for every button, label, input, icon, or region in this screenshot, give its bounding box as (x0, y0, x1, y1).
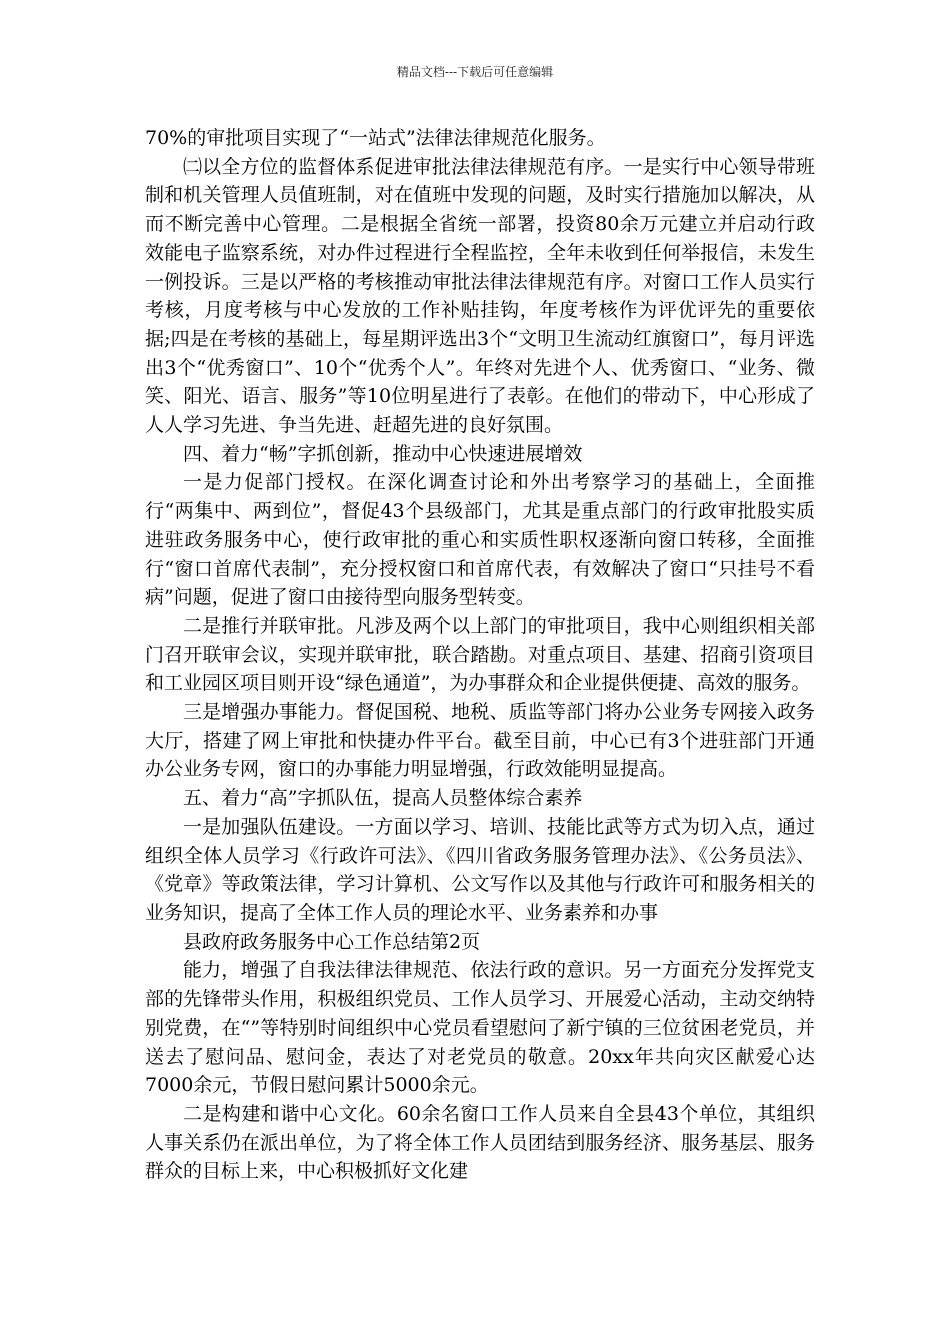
paragraph-capability: 三是增强办事能力。督促国税、地税、质监等部门将办公业务专网接入政务大厅，搭建了网上审批和快捷办件平台。截至目前，中心已有3个进驻部门开通办公业务专网，窗口的办事能力明显增强，行政效能明显提高。 (145, 701, 815, 781)
paragraph-team-building: 一是加强队伍建设。一方面以学习、培训、技能比武等方式为切入点，通过组织全体人员学习《行政许可法》、《四川省政务服务管理办法》、《公务员法》、《党章》等政策法律，学习计算机、公文写作以及其他与行政许可和服务相关的业务知识，提高了全体工作人员的理论水平、业务素养和办事 (145, 815, 815, 924)
paragraph-joint-approval: 二是推行并联审批。凡涉及两个以上部门的审批项目，我中心则组织相关部门召开联审会议，实现并联审批，联合踏勘。对重点项目、基建、招商引资项目和工业园区项目则开设“绿色通道”，为办事群众和企业提供便捷、高效的服务。 (145, 614, 815, 695)
paragraph-culture: 二是构建和谐中心文化。60余名窗口工作人员来自全县43个单位，其组织人事关系仍在派出单位，为了将全体工作人员团结到服务经济、服务基层、服务群众的目标上来，中心积极抓好文化建 (145, 1102, 815, 1183)
document-body (145, 124, 815, 1186)
paragraph-supervision: ㈡以全方位的监督体系促进审批法律法律规范有序。一是实行中心领导带班制和机关管理人员值班制，对在值班中发现的问题，及时实行措施加以解决，从而不断完善中心管理。二是根据全省统一部署，投资80余万元建立并启动行政效能电子监察系统，对办件过程进行全程监控，全年未收到任何举报信，未发生一例投诉。三是以严格的考核推动审批法律法律规范有序。对窗口工作人员实行考核，月度考核与中心发放的工作补贴挂钩，年度考核作为评优评先的重要依据;四是在考核的基础上，每星期评选出3个“文明卫生流动红旗窗口”，每月评选出3个“优秀窗口”、10个“优秀个人”。年终对先进个人、优秀窗口、“业务、微笑、阳光、语言、服务”等10位明星进行了表彰。在他们的带动下，中心形成了人人学习先进、争当先进、赶超先进的良好氛围。 (145, 155, 815, 437)
page-header-note: 精品文档---下载后可任意编辑 (396, 65, 554, 79)
paragraph-ability: 能力，增强了自我法律法律规范、依法行政的意识。另一方面充分发挥党支部的先锋带头作用，积极组织党员、工作人员学习、开展爱心活动，主动交纳特别党费，在“”等特别时间组织中心党员看望慰问了新宁镇的三位贫困老党员，并送去了慰问品、慰问金，表达了对老党员的敬意。20xx年共向灾区献爱心达7000余元，节假日慰问累计5000余元。 (145, 959, 815, 1097)
paragraph-continuation: 70%的审批项目实现了“一站式”法律法律规范化服务。 (145, 127, 606, 149)
paragraph-authorization: 一是力促部门授权。在深化调查讨论和外出考察学习的基础上，全面推行“两集中、两到位”，督促43个县级部门，尤其是重点部门的行政审批股实质进驻政务服务中心，使行政审批的重心和实质性职权逐渐向窗口转移，全面推行“窗口首席代表制”，充分授权窗口和首席代表，有效解决了窗口“只挂号不看病”问题，促进了窗口由接待型向服务型转变。 (145, 471, 815, 609)
page-break-label: 县政府政务服务中心工作总结第2页 (183, 930, 481, 953)
section-heading-5: 五、着力“高”字抓队伍，提高人员整体综合素养 (183, 787, 583, 810)
section-heading-4: 四、着力“畅”字抓创新，推动中心快速进展增效 (183, 442, 583, 465)
